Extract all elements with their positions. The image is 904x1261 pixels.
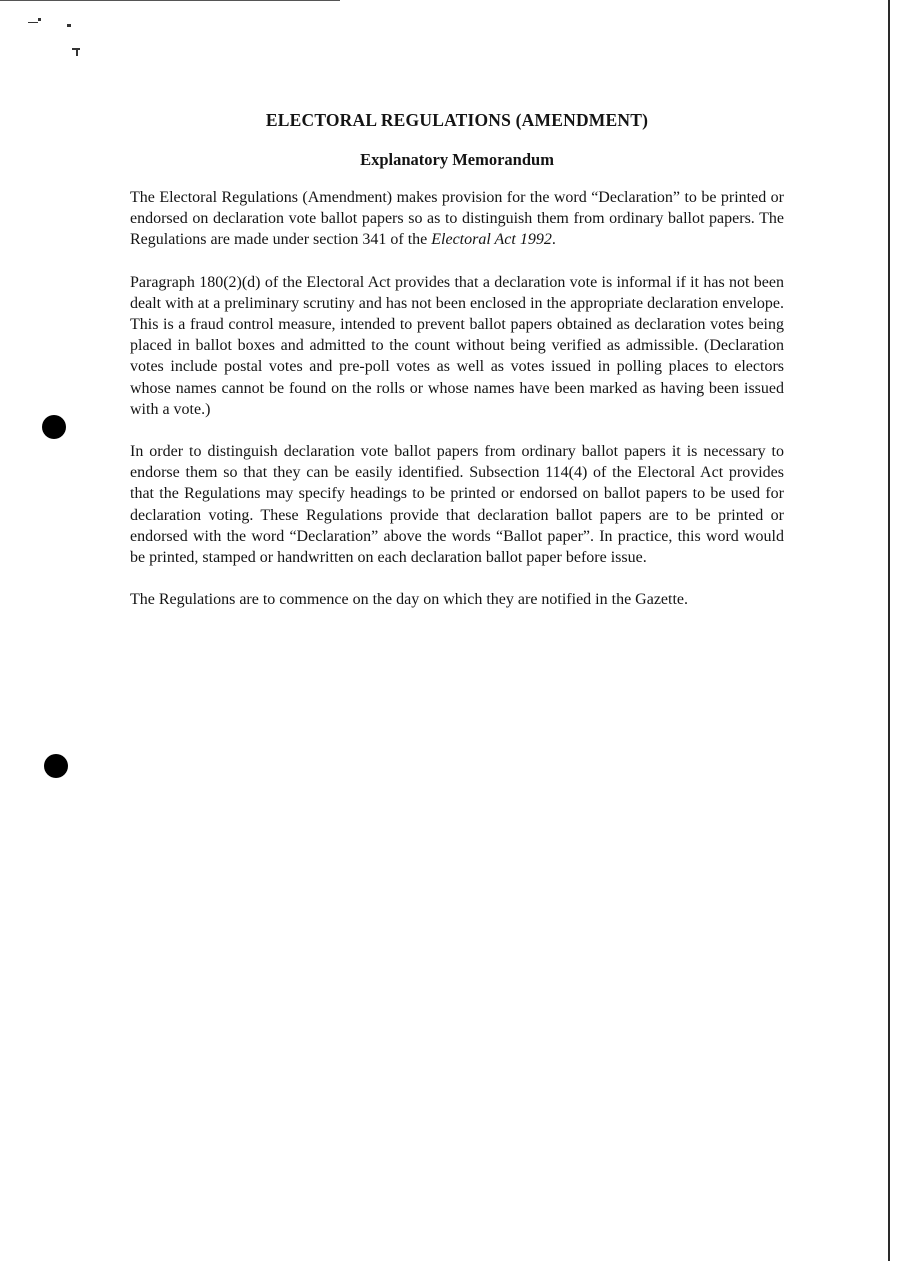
scan-speck — [67, 24, 71, 27]
document-title: ELECTORAL REGULATIONS (AMENDMENT) — [265, 110, 649, 130]
document-subtitle: Explanatory Memorandum — [360, 150, 554, 169]
paragraph-4: The Regulations are to commence on the day on which they are notified in the Gazette. — [130, 591, 689, 609]
paragraph-2: Paragraph 180(2)(d) of the Electoral Act provides that a declaration vote is informal if it has not been dealt with at a preliminary scrutiny and has not been enclosed in the appropriate declaration envelope. This is a fraud control measure, intended to prevent ballot papers obtained as declaration votes being placed in ballot boxes and admitted to the count without being verified as admissible. (Declaration votes include postal votes and pre-poll votes as well as votes issued in polling places to electors whose names cannot be found on the rolls or whose names have been marked as having been issued with a vote.) — [130, 273, 784, 418]
scan-edge-right — [888, 0, 890, 1261]
paragraph-1-end: . — [551, 231, 556, 249]
scan-speck — [28, 22, 38, 23]
memorandum-body — [130, 187, 784, 631]
paragraph-1 — [130, 187, 784, 251]
punch-hole-top — [42, 415, 66, 439]
scan-speck — [76, 50, 78, 56]
act-title: Electoral Act 1992 — [431, 231, 552, 249]
punch-hole-bottom — [44, 754, 68, 778]
scan-edge-top — [0, 0, 340, 1]
paragraph-1-text: The Electoral Regulations (Amendment) makes provision for the word “Declaration” to be printed or endorsed on declaration vote ballot papers so as to distinguish them from ordinary ballot papers. The Regulations are made under section 341 of the — [130, 189, 784, 249]
scan-speck — [38, 18, 41, 21]
paragraph-3: In order to distinguish declaration vote ballot papers from ordinary ballot papers it is necessary to endorse them so that they can be easily identified. Subsection 114(4) of the Electoral Act provides that the Regulations may specify headings to be printed or endorsed on ballot papers to be used for declaration voting. These Regulations provide that declaration ballot papers are to be printed or endorsed with the word “Declaration” above the words “Ballot paper”. In practice, this word would be printed, stamped or handwritten on each declaration ballot paper before issue. — [130, 443, 784, 567]
